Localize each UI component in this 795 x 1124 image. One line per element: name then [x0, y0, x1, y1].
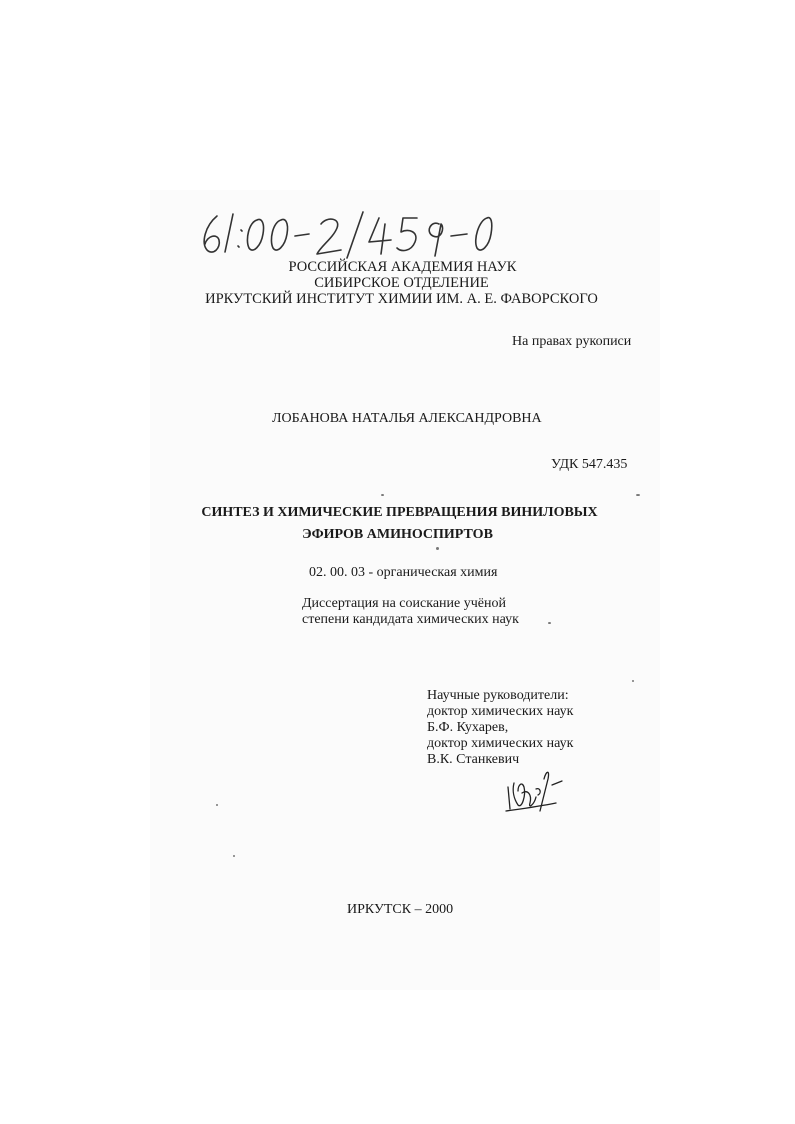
specialty-code: 02. 00. 03 - органическая химия	[309, 565, 498, 580]
author-name: ЛОБАНОВА НАТАЛЬЯ АЛЕКСАНДРОВНА	[272, 411, 542, 426]
degree-line-2: степени кандидата химических наук	[302, 612, 519, 627]
academy-name: РОССИЙСКАЯ АКАДЕМИЯ НАУК	[288, 259, 517, 275]
thesis-title	[0, 502, 795, 546]
degree-line-1: Диссертация на соискание учёной	[302, 596, 506, 611]
manuscript-rights-note: На правах рукописи	[512, 334, 632, 349]
supervisor-1-degree: доктор химических наук	[427, 704, 574, 719]
scan-speck	[381, 494, 384, 496]
thesis-title-line-2: ЭФИРОВ АМИНОСПИРТОВ	[302, 527, 493, 542]
handwritten-signature	[500, 765, 570, 815]
scan-speck	[548, 622, 551, 624]
scanned-sheet	[150, 190, 660, 990]
udc-code: УДК 547.435	[551, 457, 628, 472]
handwritten-archive-number	[195, 198, 515, 268]
supervisors-heading: Научные руководители:	[427, 688, 569, 703]
institution-header	[0, 259, 795, 307]
scan-speck	[632, 680, 634, 682]
scan-speck	[233, 855, 235, 857]
scan-speck	[436, 547, 439, 550]
scan-speck	[636, 494, 640, 496]
degree-statement	[302, 596, 519, 628]
branch-name: СИБИРСКОЕ ОТДЕЛЕНИЕ	[314, 275, 489, 291]
institute-name: ИРКУТСКИЙ ИНСТИТУТ ХИМИИ ИМ. А. Е. ФАВОРСКОГО	[205, 291, 598, 307]
city-and-year: ИРКУТСК – 2000	[347, 902, 454, 917]
supervisor-1-name: Б.Ф. Кухарев,	[427, 720, 509, 735]
supervisors-block	[427, 688, 573, 768]
thesis-title-line-1: СИНТЕЗ И ХИМИЧЕСКИЕ ПРЕВРАЩЕНИЯ ВИНИЛОВЫХ	[201, 505, 598, 520]
supervisor-2-name: В.К. Станкевич	[427, 752, 520, 767]
supervisor-2-degree: доктор химических наук	[427, 736, 574, 751]
scan-speck	[216, 804, 218, 806]
